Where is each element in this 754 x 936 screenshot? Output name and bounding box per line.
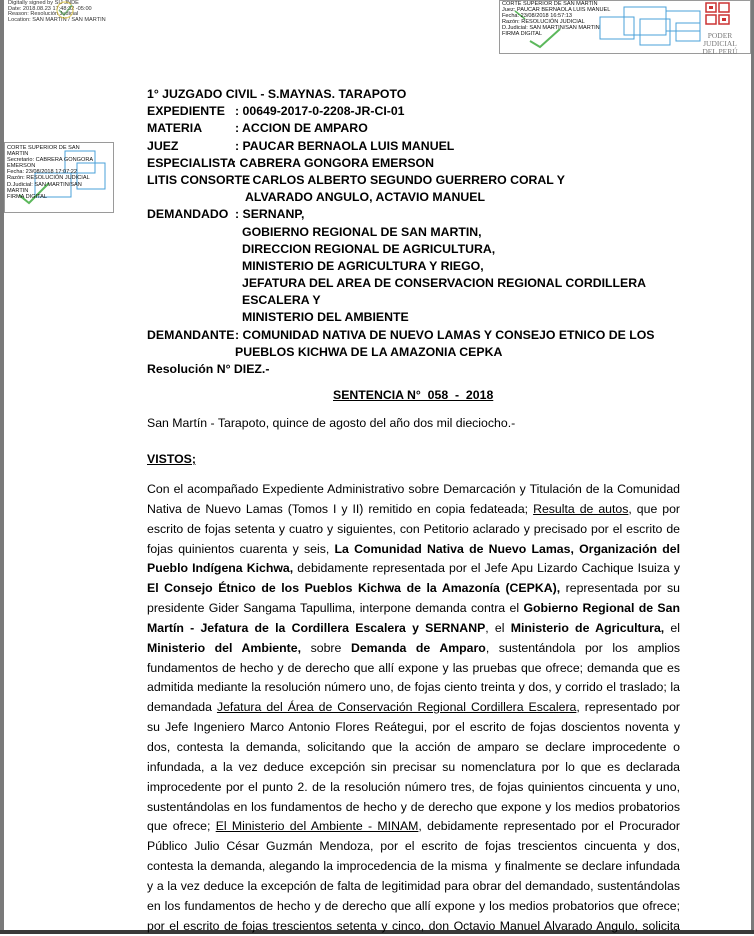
signature-line: Reason: Resolución Judicial: [8, 11, 79, 18]
stamp-line: Razón: RESOLUCIÓN JUDICIAL: [502, 19, 585, 26]
poder-judicial-logo-icon: [686, 0, 750, 52]
stamp-line: Juez: PAUCAR BERNAOLA LUIS MANUEL: [502, 7, 611, 14]
stamp-line: CORTE SUPERIOR DE SAN MARTIN: [502, 1, 598, 7]
paragraph-line: Con el acompañado Expediente Administrativo sobre Demarcación y Titulación de la Comunidad: [147, 482, 680, 496]
sentencia-title: SENTENCIA N° 058 - 2018: [333, 388, 494, 402]
stamp-line: FIRMA DIGITAL: [7, 193, 47, 200]
juez-value: : PAUCAR BERNAOLA LUIS MANUEL: [235, 138, 455, 153]
especialista-value: : CABRERA GONGORA EMERSON: [232, 155, 434, 170]
signature-line: Date: 2018.08.23 17:48:32 -05:00: [8, 5, 92, 12]
paragraph-line: improcedente por el punto 2. de la resolución número tres, de fojas quinientos cincuenta y uno,: [147, 779, 680, 794]
paragraph-line: contesta la demanda, alegando la improcedencia de la misma y finalmente se declare infundada: [147, 859, 680, 874]
case-header: [147, 86, 687, 378]
paragraph-line: demandada Jefatura del Área de Conservación Regional Cordillera Escalera, representado por: [147, 700, 680, 715]
court-name: 1° JUZGADO CIVIL - S.MAYNAS. TARAPOTO: [147, 87, 407, 101]
stamp-line: MARTIN: [7, 187, 29, 194]
materia-value: : ACCION DE AMPARO: [235, 121, 368, 136]
paragraph-line: que ofrece; El Ministerio del Ambiente - MINAM, debidamente representado por el Procurador: [147, 819, 680, 834]
litis-value-cont: ALVARADO ANGULO, ACTAVIO MANUEL: [245, 190, 485, 205]
stamp-line: D.Judicial: SAN MARTIN/SAN MARTIN: [502, 25, 600, 32]
paragraph-line: su Jefe Ingeniero Marco Antonio Flores Reátegui, por el escrito de fojas doscientos noventa y: [147, 720, 680, 735]
paragraph-line: Pueblo Indígena Kichwa, debidamente representada por el Jefe Apu Lizardo Cachique Isuiza y: [147, 561, 680, 576]
paragraph-line: fojas quinientos cuarenta y seis, La Comunidad Nativa de Nuevo Lamas, Organización del: [147, 541, 680, 556]
demandado-item: GOBIERNO REGIONAL DE SAN MARTIN,: [242, 224, 482, 239]
expediente-value: : 00649-2017-0-2208-JR-CI-01: [235, 104, 405, 119]
demandado-item: ESCALERA Y: [242, 293, 321, 308]
materia-label: MATERIA: [147, 121, 203, 136]
vistos-paragraph: [147, 480, 680, 936]
demandado-value: : SERNANP,: [235, 207, 305, 222]
demandado-item: MINISTERIO DE AGRICULTURA Y RIEGO,: [242, 258, 484, 273]
demandante-value-cont: PUEBLOS KICHWA DE LA AMAZONIA CEPKA: [235, 344, 503, 359]
especialista-label: ESPECIALISTA: [147, 155, 236, 170]
paragraph-line: admitida mediante la resolución número uno, de fojas ciento treinta y dos, y corrido el traslado; la: [147, 680, 680, 695]
litis-value: : CARLOS ALBERTO SEGUNDO GUERRERO CORAL Y: [245, 172, 565, 187]
demandado-item: DIRECCION REGIONAL DE AGRICULTURA,: [242, 241, 496, 256]
stamp-line: MARTIN: [7, 151, 29, 158]
paragraph-line: infundada, a la vez deduce excepción sin precisar su nomenclatura por lo que es declarada: [147, 759, 680, 774]
demandado-label: DEMANDADO: [147, 207, 229, 222]
paragraph-line: Martín - Jefatura de la Cordillera Escalera y SERNANP, el Ministerio de Agricultura, el: [147, 620, 681, 635]
paragraph-line: escrito de fojas setenta y cuatro y siguientes, con Petitorio aclarado y precisado por el escrito de: [147, 521, 680, 536]
juez-label: JUEZ: [147, 138, 179, 153]
paragraph-line: Ministerio del Ambiente, sobre Demanda de Amparo, sustentándola por los amplios: [147, 640, 680, 655]
paragraph-line: sustentándolas en los fundamentos de hecho y de derecho que expone y los medios probatorios: [147, 799, 680, 814]
signature-seal-icon: [50, 0, 80, 22]
stamp-line: CORTE SUPERIOR DE SAN: [7, 145, 80, 151]
vistos-heading: VISTOS;: [147, 452, 196, 466]
stamp-line: Fecha: 23/08/2018 16:57:13: [502, 13, 572, 20]
litis-label: LITIS CONSORTE: [147, 172, 251, 187]
paragraph-line: dos, contesta la demanda, solicitando que la acción de amparo se declare improcedente o: [147, 739, 680, 754]
stamp-line: D.Judicial: SAN MARTIN/SAN: [7, 181, 82, 188]
stamp-line: EMERSON: [7, 163, 36, 170]
paragraph-line: Público Julio César Guzmán Mendoza, por el escrito de fojas trescientos cincuenta y dos,: [147, 839, 680, 854]
paragraph-line: El Consejo Étnico de los Pueblos Kichwa de la Amazonía (CEPKA), representada por su: [147, 581, 680, 596]
stamp-line: Secretario: CABRERA GONGORA: [7, 157, 94, 164]
paragraph-line: y a la vez deduce la excepción de falta de legitimidad para obrar del demandado, sustentándolas: [147, 878, 680, 893]
demandado-item: MINISTERIO DEL AMBIENTE: [242, 310, 409, 325]
paragraph-line: fundamentos de hecho y de derecho que allí expone y las pruebas que ofrece; demanda que es: [147, 660, 680, 675]
poder-judicial-logo-text: PODER JUDICIAL DEL PERÚ: [702, 31, 738, 56]
paragraph-line: por el escrito de fojas trescientos setenta y cinco, don Octavio Manuel Alvarado Angulo, solicita: [147, 918, 680, 933]
signature-line: Location: SAN MARTIN / SAN MARTIN: [8, 16, 106, 23]
stamp-line: Fecha: 23/08/2018 17:07:22: [7, 169, 77, 176]
stamp-line: FIRMA DIGITAL: [502, 31, 542, 38]
demandado-item: JEFATURA DEL AREA DE CONSERVACION REGIONAL CORDILLERA: [242, 276, 647, 291]
stamp-line: Razón: RESOLUCIÓN JUDICIAL: [7, 175, 90, 182]
paragraph-line: Nativa de Nuevo Lamas (Tomos I y II) remitido en copia fedateada; Resulta de autos, que por: [147, 501, 680, 516]
resolucion-number: Resolución N° DIEZ.-: [147, 362, 270, 376]
demandante-value: : COMUNIDAD NATIVA DE NUEVO LAMAS Y CONSEJO ETNICO DE LOS: [235, 327, 655, 342]
date-line: San Martín - Tarapoto, quince de agosto del año dos mil dieciocho.-: [147, 416, 516, 430]
viewer-left-border: [0, 0, 4, 934]
demandante-label: DEMANDANTE: [147, 327, 235, 342]
paragraph-line: presidente Gider Sangama Tapullima, interpone demanda contra el Gobierno Regional de San: [147, 601, 680, 616]
expediente-label: EXPEDIENTE: [147, 104, 225, 119]
paragraph-line: en los fundamentos de hecho y de derecho que allí expone y los medios probatorios que ofrece;: [147, 898, 680, 913]
signature-stamp-secretary: [4, 142, 114, 213]
signature-line: Digitally signed by SIJ JNDE: [8, 0, 79, 6]
